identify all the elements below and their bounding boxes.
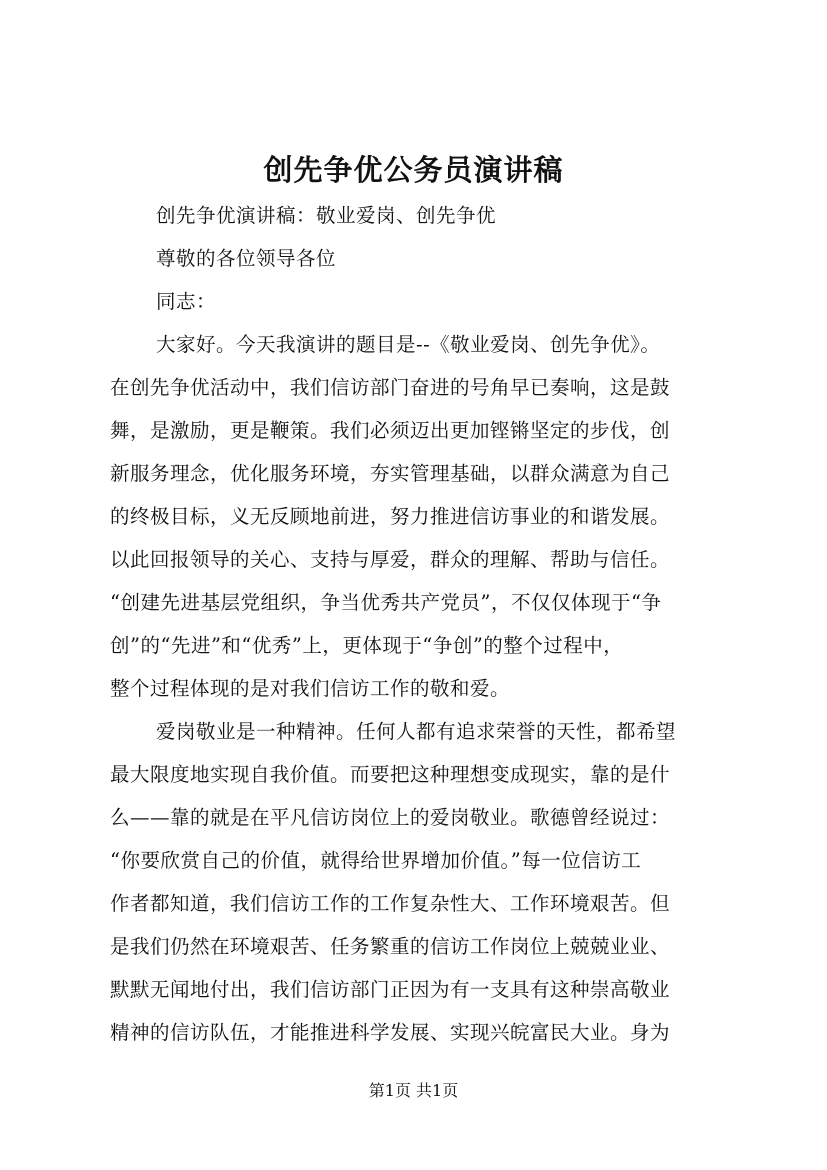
text-line: 是我们仍然在环境艰苦、任务繁重的信访工作岗位上兢兢业业、 [110,935,671,958]
text-line: 作者都知道，我们信访工作的工作复杂性大、工作环境艰苦。但 [110,892,671,915]
text-line: 同志： [156,290,217,313]
text-line: 精神的信访队伍，才能推进科学发展、实现兴皖富民大业。身为 [110,1021,671,1044]
text-line: 默默无闻地付出，我们信访部门正因为有一支具有这种崇高敬业 [110,978,671,1001]
text-line: 大家好。今天我演讲的题目是--《敬业爱岗、创先争优》。 [156,333,661,356]
text-line: 以此回报领导的关心、支持与厚爱，群众的理解、帮助与信任。 [110,548,671,571]
text-line: “创建先进基层党组织，争当优秀共产党员”，不仅仅体现于“争 [110,591,662,614]
text-line: 创先争优演讲稿：敬业爱岗、创先争优 [156,204,497,227]
text-line: 么——靠的就是在平凡信访岗位上的爱岗敬业。歌德曾经说过： [110,806,671,829]
page-footer: 第1页 共1页 [368,1081,459,1100]
text-line: 舞，是激励，更是鞭策。我们必须迈出更加铿锵坚定的步伐，创 [110,419,671,442]
text-line: 新服务理念，优化服务环境，夯实管理基础，以群众满意为自己 [110,462,671,485]
text-line: “你要欣赏自己的价值，就得给世界增加价值。”每一位信访工 [110,849,642,872]
text-line: 的终极目标，义无反顾地前进，努力推进信访事业的和谐发展。 [110,505,671,528]
text-line: 最大限度地实现自我价值。而要把这种理想变成现实，靠的是什 [110,763,671,786]
text-line: 整个过程体现的是对我们信访工作的敬和爱。 [110,677,511,700]
text-line: 爱岗敬业是一种精神。任何人都有追求荣誉的天性，都希望 [156,720,677,743]
text-line: 尊敬的各位领导各位 [156,247,337,270]
text-line: 在创先争优活动中，我们信访部门奋进的号角早已奏响，这是鼓 [110,376,671,399]
text-line: 创”的“先进”和“优秀”上，更体现于“争创”的整个过程中， [110,634,624,657]
document-title: 创先争优公务员演讲稿 [263,153,564,187]
